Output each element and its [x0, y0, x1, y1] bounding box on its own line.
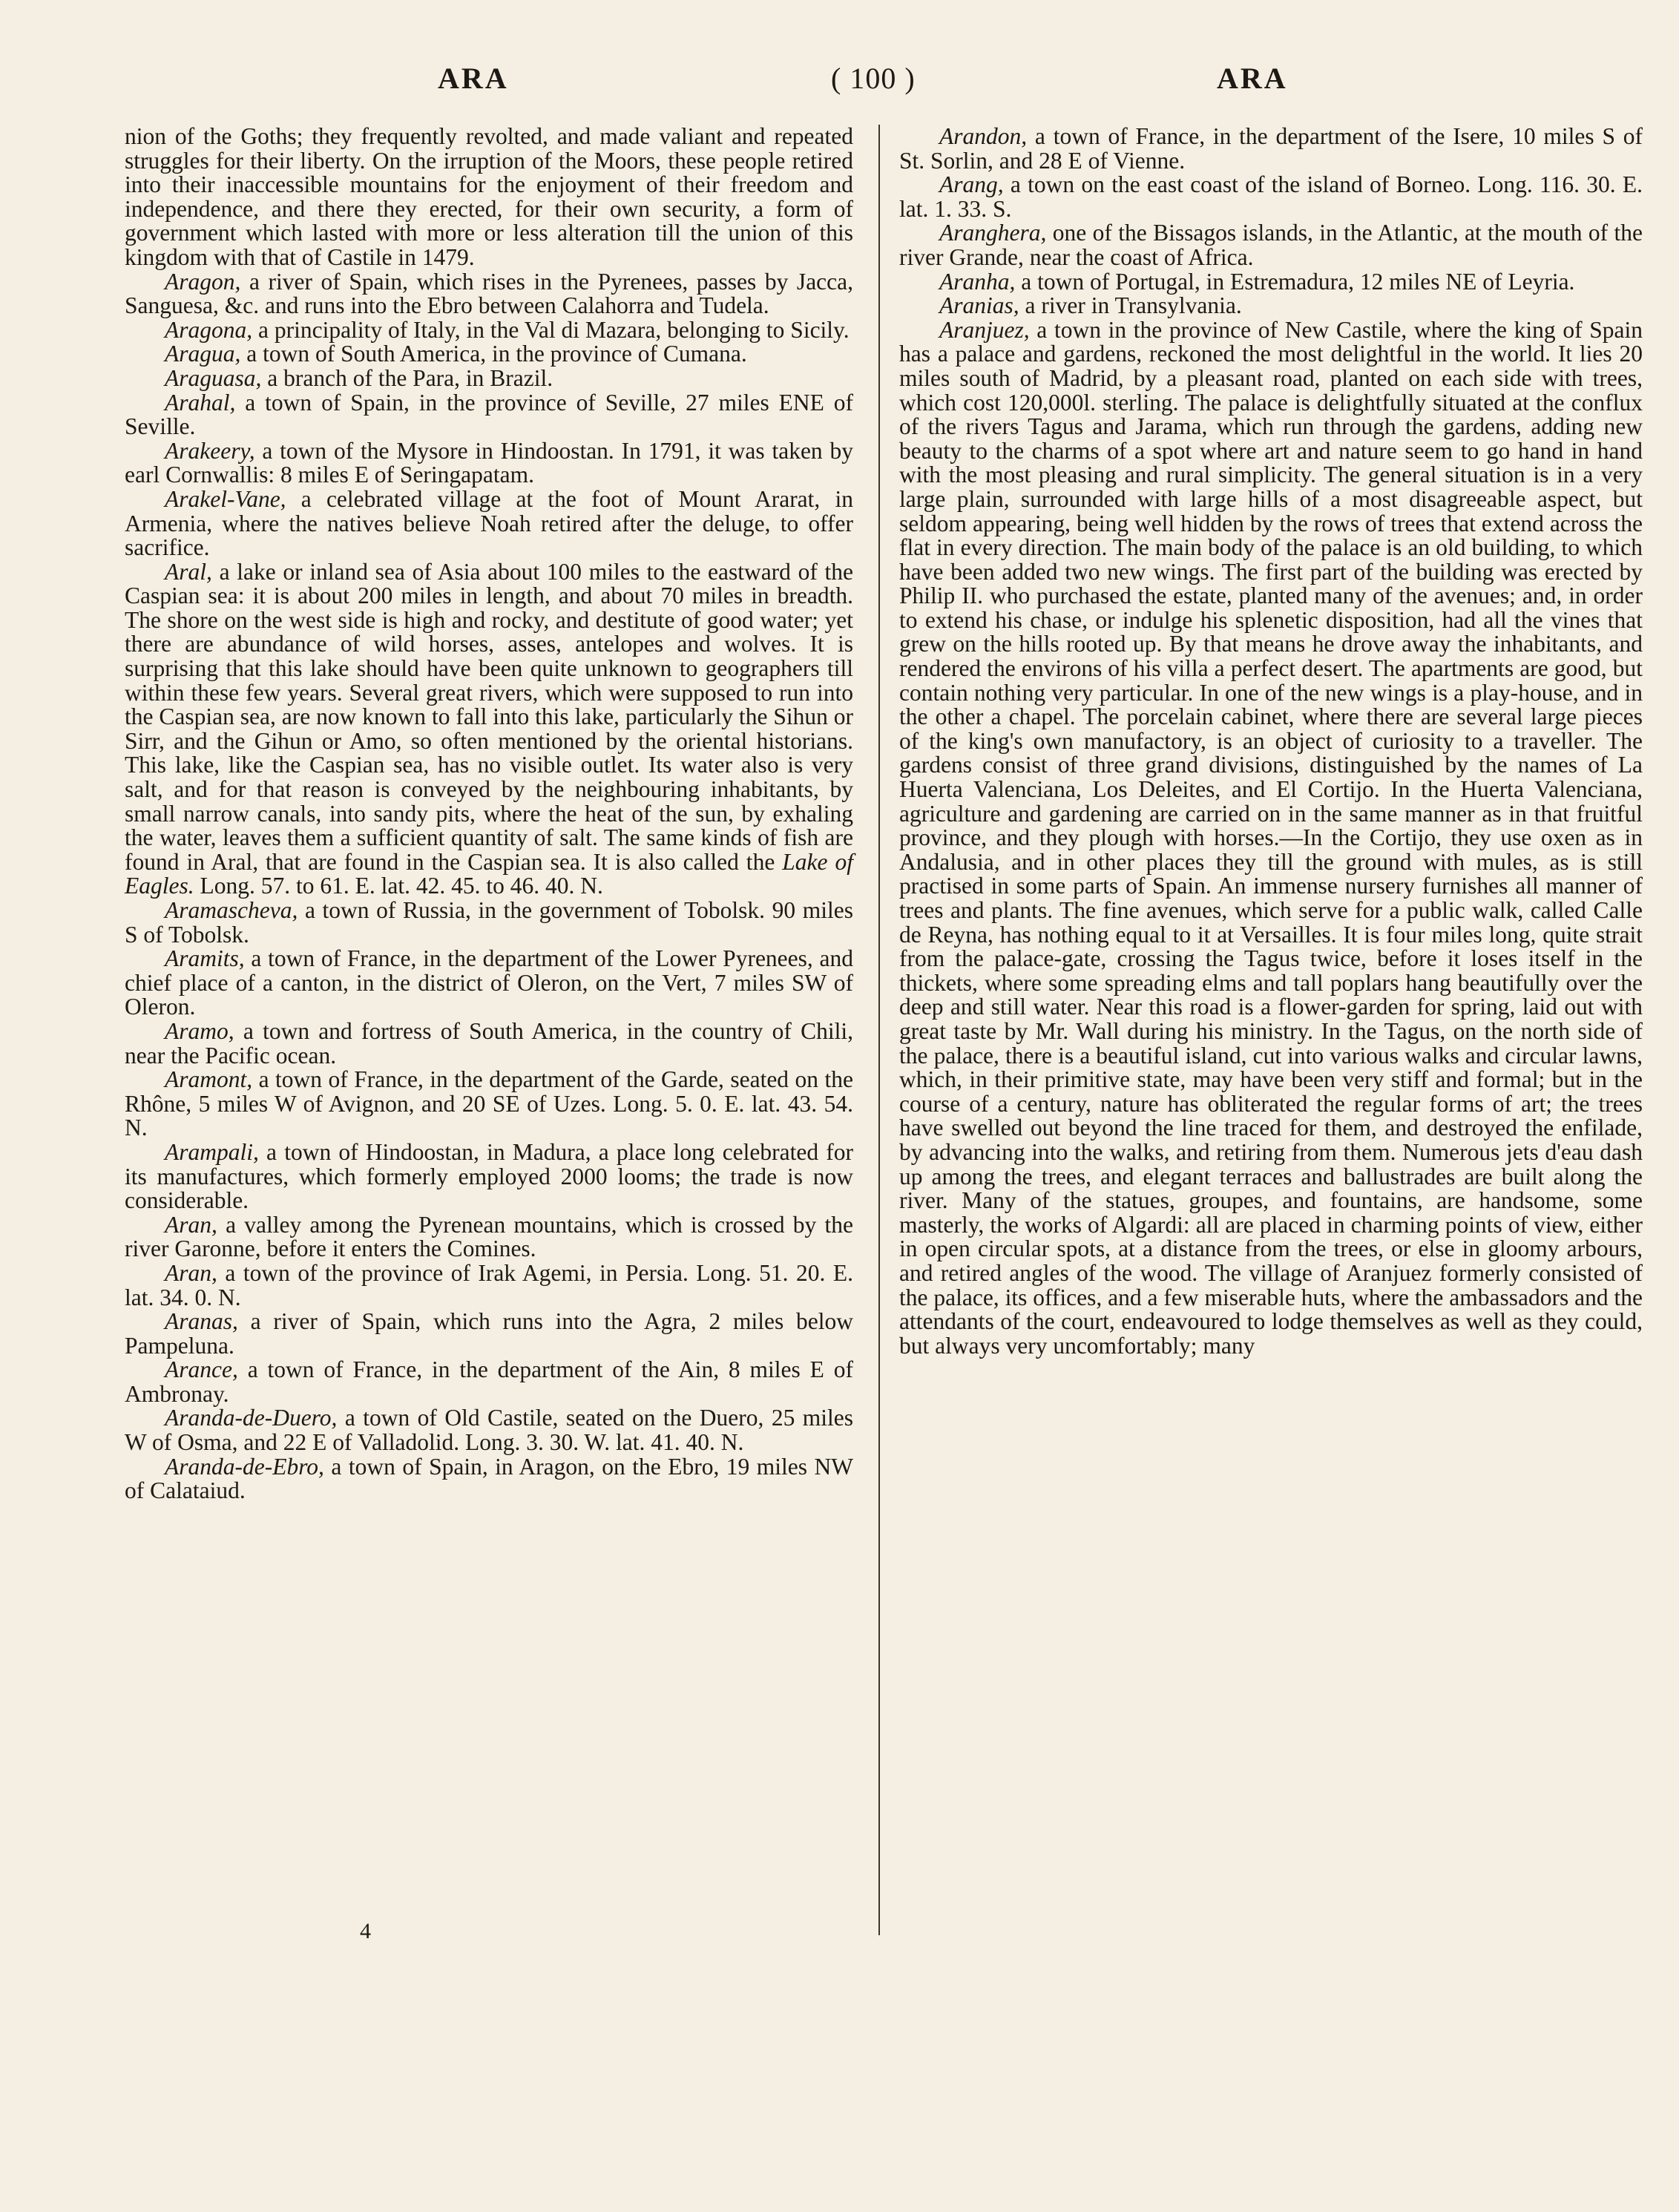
- entry-coordinates: Long. 57. to 61. E. lat. 42. 45. to 46. 40. N.: [194, 873, 603, 899]
- entry-text: a town of Hindoostan, in Madura, a place long celebrated for its manufactures, which formerly employed 2000 looms; the trade is now considerable.: [125, 1138, 853, 1214]
- column-divider: [878, 125, 880, 1935]
- entry-term: Aran,: [165, 1211, 217, 1238]
- entry-aramascheva: [125, 899, 853, 947]
- entry-term: Aramo,: [165, 1017, 234, 1044]
- entry-term: Aramits,: [165, 945, 245, 972]
- entry-aramont: [125, 1068, 853, 1141]
- entry-arakeery: [125, 439, 853, 488]
- entry-term: Aranas,: [165, 1308, 238, 1335]
- entry-text: a celebrated village at the foot of Mount Ararat, in Armenia, where the natives believe Noah retired after the deluge, to offer sacrifice.: [125, 485, 853, 561]
- entry-text: a town of South America, in the province of Cumana.: [240, 341, 747, 367]
- entry-aranha: [899, 270, 1643, 295]
- entry-text: a town of the province of Irak Agemi, in Persia. Long. 51. 20. E. lat. 34. 0. N.: [125, 1259, 853, 1310]
- entry-text: a town of France, in the department of the Ain, 8 miles E of Ambronay.: [125, 1356, 853, 1407]
- entry-text: a town of France, in the department of the Garde, seated on the Rhône, 5 miles W of Avignon, and 20 SE of Uzes. Long. 5. 0. E. lat. 43. 54. N.: [125, 1066, 853, 1141]
- entry-arance: [125, 1358, 853, 1406]
- entry-aranas: [125, 1310, 853, 1358]
- entry-arakel-vane: [125, 485, 853, 561]
- entry-text: a town and fortress of South America, in the country of Chili, near the Pacific ocean.: [125, 1017, 853, 1069]
- entry-text: a river of Spain, which rises in the Pyrenees, passes by Jacca, Sanguesa, &c. and runs into the Ebro between Calahorra and Tudela.: [125, 268, 853, 319]
- entry-aranjuez: [899, 318, 1643, 1359]
- entry-arahal: [125, 391, 853, 439]
- entry-term: Araguasa,: [165, 364, 262, 391]
- entry-term: Aramascheva,: [165, 897, 298, 923]
- entry-aramits: [125, 947, 853, 1020]
- entry-text: a town of France, in the department of the Lower Pyrenees, and chief place of a canton, in the district of Oleron, on the Vert, 7 miles SW of Oleron.: [125, 945, 853, 1020]
- entry-text: a branch of the Para, in Brazil.: [261, 364, 553, 391]
- entry-term: Arandon,: [939, 123, 1028, 149]
- entry-arandon: [899, 125, 1643, 173]
- entry-text: a lake or inland sea of Asia about 100 miles to the eastward of the Caspian sea: it is about 200 miles in length, and about 70 miles in breadth. The shore on the west side is high and rocky, and destitute of good water; yet there are abundance of wild horses, asses, antelopes and wolves. It is surprising that this lake should have been quite unknown to geographers till within these few years. Several great rivers, which were supposed to run into the Caspian sea, are now known to fall into this lake, particularly the Sihun or Sirr, and the Gihun or Amo, so often mentioned by the oriental historians. This lake, like the Caspian sea, has no visible outlet. Its water also is very salt, and for that reason is conveyed by the neighbouring inhabitants, by small narrow canals, into sandy pits, where the heat of the sun, by exhaling the water, leaves them a sufficient quantity of salt. The same kinds of fish are found in Aral, that are found in the Caspian sea. It is also called the: [125, 558, 853, 875]
- entry-arang: [899, 173, 1643, 221]
- entry-text: a river in Transylvania.: [1019, 292, 1242, 319]
- entry-text: a river of Spain, which runs into the Agra, 2 miles below Pampeluna.: [125, 1308, 853, 1359]
- signature-mark: 4: [360, 1919, 371, 1943]
- entry-term: Arance,: [165, 1356, 238, 1383]
- entry-text: a town of Portugal, in Estremadura, 12 miles NE of Leyria.: [1015, 268, 1575, 295]
- entry-term: Aranghera,: [939, 220, 1047, 246]
- entry-aramo: [125, 1017, 853, 1069]
- entry-term: Aranjuez,: [939, 316, 1030, 343]
- entry-text: a town in the province of New Castile, where the king of Spain has a palace and gardens, reckoned the most delightful in the world. It lies 20 miles south of Madrid, by a pleasant road, planted on each side with trees, which cost 120,000l. sterling. The palace is delightfully situated at the conflux of the rivers Tagus and Jarama, which run through the gardens, adding new beauty to the charms of a spot where art and nature seem to go hand in hand with the most pleasing and rural simplicity. The general situation is in a very large plain, surrounded with large hills of a most disagreeable aspect, but seldom appearing, being well hidden by the rows of trees that extend across the flat in every direction. The main body of the palace is an old building, to which have been added two new wings. The first part of the building was erected by Philip II. who purchased the estate, planted many of the avenues; and, in order to extend his chase, or indulge his splenetic disposition, had all the vines that grew on the hills rooted up. By that means he drove away the inhabitants, and rendered the environs of his villa a perfect desert. The apartments are good, but contain nothing very particular. In one of the new wings is a play-house, and in the other a chapel. The porcelain cabinet, where there are several large pieces of the king's own manufactory, is an object of curiosity to a traveller. The gardens consist of three grand divisions, distinguished by the names of La Huerta Valenciana, Los Deleites, and El Cortijo. In the Huerta Valenciana, agriculture and gardening are carried on in the same manner as in that fruitful province, and they plough with horses.—In the Cortijo, they use oxen as in Andalusia, and in other places they till the ground with mules, as is still practised in some parts of Spain. An immense nursery furnishes all manner of trees and plants. The fine avenues, which serve for a public walk, called Calle de Reyna, has nothing equal to it at Versailles. It is four miles long, quite strait from the palace-gate, crossing the Tagus twice, before it loses itself in the thickets, where some spreading elms and tall poplars hang beautifully over the deep and still water. Near this road is a flower-garden for spring, laid out with great taste by Mr. Wall during his ministry. In the Tagus, on the north side of the palace, there is a beautiful island, cut into various walks and circular lawns, which, in their primitive state, may have been very stiff and formal; but in the course of a century, nature has obliterated the regular forms of art; the trees have swelled out beyond the line traced for them, and destroyed the enfilade, by advancing into the walks, and retiring from them. Numerous jets d'eau dash up among the trees, and elegant terraces and ballustrades are built along the river. Many of the statues, groupes, and fountains, are handsome, some masterly, the works of Algardi: all are placed in charming points of view, either in open circular spots, at a distance from the trees, or else in gloomy arbours, and retired angles of the wood. The village of Aranjuez formerly consisted of the palace, its offices, and a few miserable huts, where the ambassadors and the attendants of the court, endeavoured to lodge themselves as well as they could, but always very uncomfortably; many: [899, 316, 1643, 1359]
- entry-text: a principality of Italy, in the Val di Mazara, belonging to Sicily.: [252, 316, 850, 343]
- entry-term: Aragua,: [165, 341, 241, 367]
- header-left-guideword: ARA: [438, 62, 509, 95]
- entry-text: a valley among the Pyrenean mountains, which is crossed by the river Garonne, before it enters the Comines.: [125, 1211, 853, 1262]
- entry-term: Aranda-de-Duero,: [165, 1405, 338, 1431]
- entry-term: Arakel-Vane,: [165, 485, 286, 512]
- entry-aran-town: [125, 1261, 853, 1310]
- entry-aran-valley: [125, 1213, 853, 1261]
- entry-term: Aral,: [165, 558, 212, 585]
- entry-aral: [125, 560, 853, 899]
- entry-arampali: [125, 1138, 853, 1214]
- entry-term: Aragon,: [165, 268, 241, 295]
- page-number: ( 100 ): [831, 62, 916, 95]
- entry-term: Aragona,: [165, 316, 253, 343]
- entry-text: a town of Spain, in the province of Seville, 27 miles ENE of Seville.: [125, 389, 853, 440]
- entry-term: Aranias,: [939, 292, 1019, 319]
- entry-continuation: [125, 125, 853, 270]
- entry-aranias: [899, 294, 1643, 318]
- entry-term: Arang,: [939, 171, 1004, 198]
- right-column: [899, 125, 1643, 1358]
- entry-aranda-de-duero: [125, 1406, 853, 1454]
- entry-aragua: [125, 342, 853, 367]
- entry-text: one of the Bissagos islands, in the Atlantic, at the mouth of the river Grande, near the coast of Africa.: [899, 220, 1643, 270]
- entry-text: a town of Russia, in the government of Tobolsk. 90 miles S of Tobolsk.: [125, 897, 853, 948]
- entry-text: a town of Old Castile, seated on the Duero, 25 miles W of Osma, and 22 E of Valladolid. Long. 3. 30. W. lat. 41. 40. N.: [125, 1405, 853, 1456]
- entry-araguasa: [125, 364, 853, 391]
- entry-aranda-de-ebro: [125, 1455, 853, 1503]
- entry-term: Aran,: [165, 1259, 217, 1286]
- entry-aranghera: [899, 221, 1643, 269]
- entry-aragona: [125, 318, 853, 343]
- entry-text: a town of Spain, in Aragon, on the Ebro, 19 miles NW of Calataiud.: [125, 1453, 853, 1504]
- entry-text: nion of the Goths; they frequently revolted, and made valiant and repeated struggles for their liberty. On the irruption of the Moors, these people retired into their inaccessible mountains for the enjoyment of their freedom and independence, and there they erected, for their own security, a form of government which lasted with more or less alteration till the union of this kingdom with that of Castile in 1479.: [125, 123, 853, 270]
- running-header: [0, 61, 1679, 105]
- entry-text: a town on the east coast of the island of Borneo. Long. 116. 30. E. lat. 1. 33. S.: [899, 171, 1643, 222]
- entry-italic-phrase: Lake of Eagles.: [125, 848, 853, 899]
- entry-term: Aramont,: [165, 1066, 253, 1093]
- entry-text: a town of France, in the department of the Isere, 10 miles S of St. Sorlin, and 28 E of Vienne.: [899, 123, 1643, 174]
- entry-term: Arahal,: [165, 389, 236, 416]
- entry-term: Arakeery,: [165, 437, 255, 464]
- entry-term: Aranda-de-Ebro,: [165, 1453, 324, 1480]
- entry-term: Aranha,: [939, 268, 1016, 295]
- entry-term: Arampali,: [165, 1138, 259, 1165]
- entry-text: a town of the Mysore in Hindoostan. In 1791, it was taken by earl Cornwallis: 8 miles E of Seringapatam.: [125, 437, 853, 488]
- entry-aragon: [125, 270, 853, 318]
- left-column: [125, 125, 853, 1503]
- header-right-guideword: ARA: [1217, 62, 1288, 95]
